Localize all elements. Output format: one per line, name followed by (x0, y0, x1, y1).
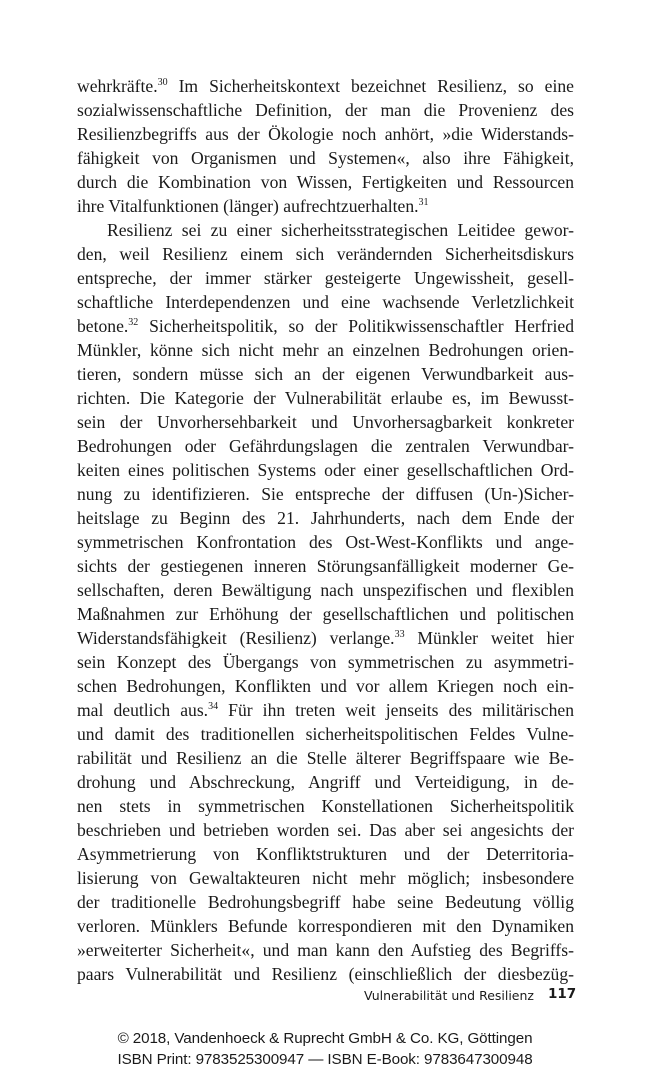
text-segment: schen Bedrohungen, Konflikten und vor allem Kriegen noch ein- (77, 676, 574, 696)
text-segment: Asymmetrierung von Konfliktstrukturen und der Deterritoria- (77, 844, 574, 864)
text-segment: sein der Unvorhersehbarkeit und Unvorhersagbarkeit konkreter (77, 412, 574, 432)
text-segment: der traditionelle Bedrohungsbegriff habe seine Bedeutung völlig (77, 892, 574, 912)
text-segment: nung zu identifizieren. Sie entspreche der diffusen (Un-)Sicher- (77, 484, 574, 504)
text-line (77, 530, 574, 554)
text-segment: betone. (77, 316, 129, 336)
text-segment: schaftliche Interdependenzen und eine wachsende Verletzlichkeit (77, 292, 574, 312)
text-line (77, 578, 574, 602)
text-line (77, 506, 574, 530)
running-title: Vulnerabilität und Resilienz (364, 988, 534, 1003)
text-segment: fähigkeit von Organismen und Systemen«, also ihre Fähigkeit, (77, 148, 574, 168)
text-line (77, 194, 574, 218)
text-segment: sellschaften, deren Bewältigung nach unspezifischen und flexiblen (77, 580, 574, 600)
text-segment: Im Sicherheitskontext bezeichnet Resilienz, so eine (167, 76, 574, 96)
page-number: 117 (548, 986, 577, 1002)
text-segment: lisierung von Gewaltakteuren nicht mehr möglich; insbesondere (77, 868, 574, 888)
text-line (77, 290, 574, 314)
text-line (77, 314, 574, 338)
text-line (77, 170, 574, 194)
text-segment: nen stets in symmetrischen Konstellationen Sicherheitspolitik (77, 796, 574, 816)
text-line (77, 770, 574, 794)
text-segment: Bedrohungen oder Gefährdungslagen die zentralen Verwundbar- (77, 436, 574, 456)
text-line (77, 146, 574, 170)
text-segment: richten. Die Kategorie der Vulnerabilität erlaube es, im Bewusst- (77, 388, 574, 408)
text-segment: Resilienzbegriffs aus der Ökologie noch anhört, »die Widerstands- (77, 124, 574, 144)
text-segment: heitslage zu Beginn des 21. Jahrhunderts, nach dem Ende der (77, 508, 574, 528)
text-line (77, 674, 574, 698)
text-segment: durch die Kombination von Wissen, Fertigkeiten und Ressourcen (77, 172, 574, 192)
text-line (77, 698, 574, 722)
text-line (77, 842, 574, 866)
text-line (77, 386, 574, 410)
text-line (77, 554, 574, 578)
text-segment: sichts der gestiegenen inneren Störungsanfälligkeit moderner Ge- (77, 556, 574, 576)
text-line (77, 866, 574, 890)
text-segment: beschrieben und betrieben worden sei. Das aber sei angesichts der (77, 820, 574, 840)
text-line (77, 722, 574, 746)
footnote-ref: 33 (394, 629, 405, 641)
text-line (77, 914, 574, 938)
text-line (77, 242, 574, 266)
text-line (77, 338, 574, 362)
copyright-line: © 2018, Vandenhoeck & Ruprecht GmbH & Co. KG, Göttingen (117, 1030, 533, 1047)
text-segment: keiten eines politischen Systems oder einer gesellschaftlichen Ord- (77, 460, 574, 480)
text-line (77, 266, 574, 290)
text-line (77, 482, 574, 506)
text-segment: und damit des traditionellen sicherheitspolitischen Feldes Vulne- (77, 724, 574, 744)
text-line (77, 650, 574, 674)
text-segment: verloren. Münklers Befunde korrespondieren mit den Dynamiken (77, 916, 574, 936)
text-segment: entspreche, der immer stärker gesteigerte Ungewissheit, gesell- (77, 268, 574, 288)
text-segment: Münkler weitet hier (404, 628, 574, 648)
text-segment: tieren, sondern müsse sich an der eigenen Verwundbarkeit aus- (77, 364, 574, 384)
text-line (77, 818, 574, 842)
text-segment: sozialwissenschaftliche Definition, der man die Provenienz des (77, 100, 574, 120)
isbn-line: ISBN Print: 9783525300947 — ISBN E-Book: 9783647300948 (117, 1051, 533, 1068)
text-line (77, 410, 574, 434)
text-line (77, 98, 574, 122)
text-segment: ihre Vitalfunktionen (länger) aufrechtzuerhalten. (77, 196, 419, 216)
text-line (77, 458, 574, 482)
text-segment: Widerstandsfähigkeit (Resilienz) verlange. (77, 628, 395, 648)
text-segment: Sicherheitspolitik, so der Politikwissenschaftler Herfried (138, 316, 574, 336)
footnote-ref: 31 (418, 197, 429, 209)
text-line (77, 938, 574, 962)
text-line (77, 218, 574, 242)
text-line (77, 602, 574, 626)
text-line (77, 626, 574, 650)
text-line (77, 362, 574, 386)
text-line (77, 434, 574, 458)
text-segment: Für ihn treten weit jenseits des militärischen (218, 700, 574, 720)
text-segment: rabilität und Resilienz an die Stelle älterer Begriffspaare wie Be- (77, 748, 574, 768)
text-segment: mal deutlich aus. (77, 700, 209, 720)
text-segment: paars Vulnerabilität und Resilienz (einschließlich der diesbezüg- (77, 964, 574, 984)
footnote-ref: 34 (208, 701, 219, 713)
text-segment: Maßnahmen zur Erhöhung der gesellschaftlichen und politischen (77, 604, 574, 624)
footnote-ref: 32 (128, 317, 139, 329)
text-segment: Resilienz sei zu einer sicherheitsstrategischen Leitidee gewor- (107, 220, 574, 240)
text-segment: Münkler, könne sich nicht mehr an einzelnen Bedrohungen orien- (77, 340, 574, 360)
body-text (77, 74, 574, 986)
footnote-ref: 30 (157, 77, 168, 89)
text-line (77, 890, 574, 914)
text-segment: symmetrischen Konfrontation des Ost-West-Konflikts und ange- (77, 532, 574, 552)
text-line (77, 74, 574, 98)
text-line (77, 962, 574, 986)
text-segment: den, weil Resilienz einem sich verändernden Sicherheitsdiskurs (77, 244, 574, 264)
text-segment: wehrkräfte. (77, 76, 158, 96)
text-segment: sein Konzept des Übergangs von symmetrischen zu asymmetri- (77, 652, 574, 672)
text-line (77, 746, 574, 770)
text-segment: »erweiterter Sicherheit«, und man kann den Aufstieg des Begriffs- (77, 940, 574, 960)
text-segment: drohung und Abschreckung, Angriff und Verteidigung, in de- (77, 772, 574, 792)
text-line (77, 122, 574, 146)
text-line (77, 794, 574, 818)
